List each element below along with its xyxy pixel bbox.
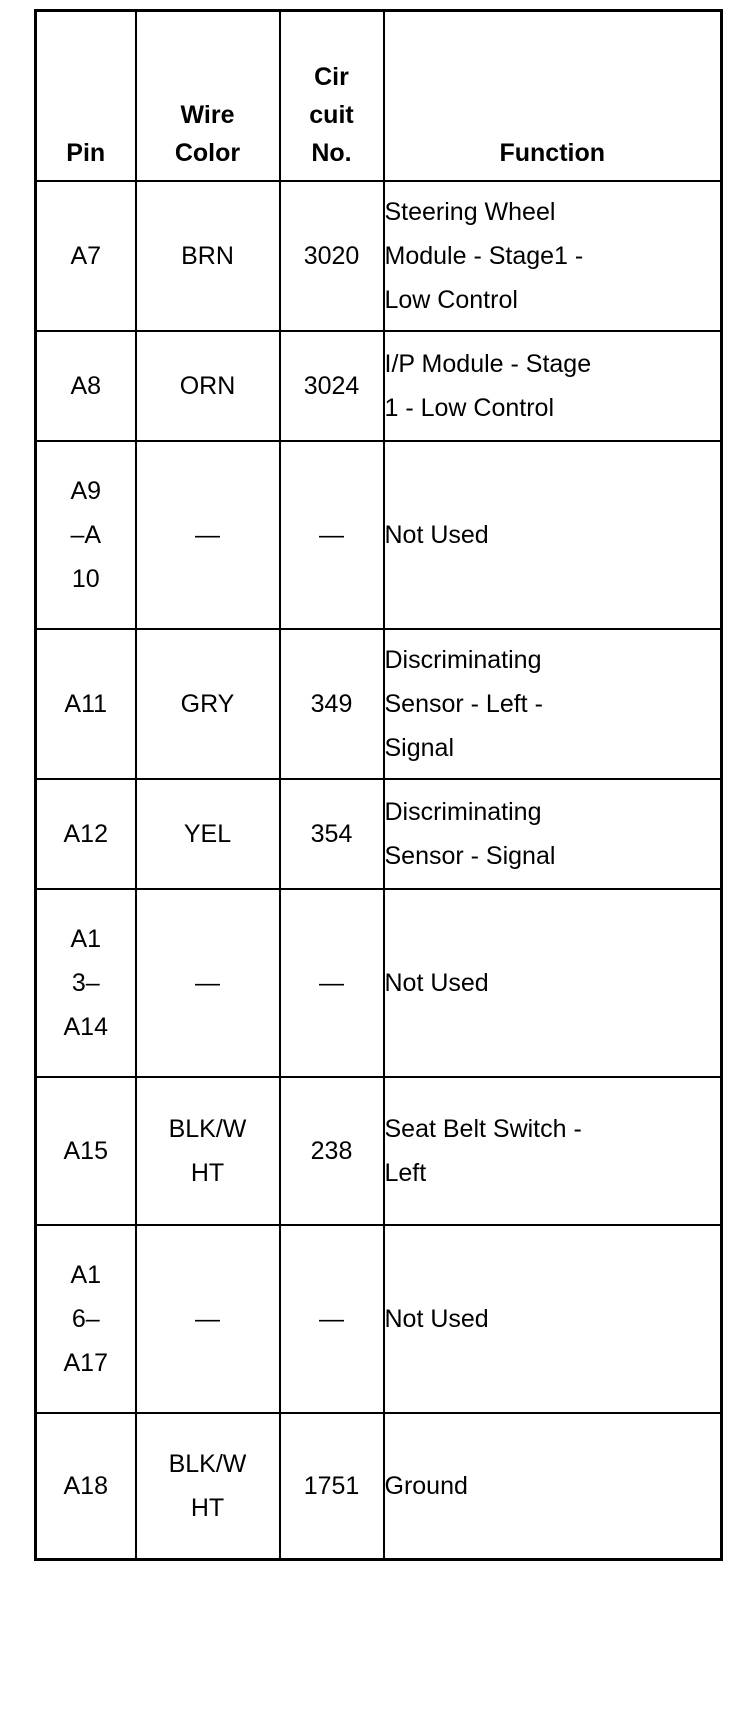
cell-function [384,779,722,889]
cell-wire-color [136,629,280,779]
cell-function [384,1225,722,1413]
cell-function-line: Low Control [384,285,518,314]
cell-circuit-no [280,441,384,629]
cell-function-line: Sensor - Left - [384,689,543,718]
cell-function-line: Module - Stage1 - [384,241,584,270]
cell-function-line: Not Used [384,968,489,997]
cell-wire-color-line: BRN [181,241,234,270]
cell-wire-color-line: BLK/W [168,1449,247,1478]
cell-wire-color-line: BLK/W [168,1114,247,1143]
cell-wire-color-line: GRY [180,689,235,718]
cell-function-line: Steering Wheel [384,197,556,226]
cell-pin [36,629,136,779]
cell-circuit-no [280,1225,384,1413]
cell-circuit-no-value: 238 [310,1136,353,1165]
cell-circuit-no-value: — [319,968,344,997]
cell-function-line: Discriminating [384,797,542,826]
header-wire-color-line: Wire [180,100,235,129]
cell-circuit-no [280,331,384,441]
cell-pin-line: A1 [70,924,102,953]
cell-function [384,441,722,629]
cell-pin-line: A8 [70,371,102,400]
cell-wire-color-line: ORN [179,371,236,400]
cell-circuit-no-value: 354 [310,819,353,848]
header-pin-line: Pin [66,138,106,167]
cell-circuit-no [280,1077,384,1225]
cell-function [384,181,722,331]
cell-circuit-no [280,889,384,1077]
cell-pin-line: 3– [71,968,100,997]
cell-function-line: Left [384,1158,427,1187]
cell-function-line: Signal [384,733,454,762]
table-row [36,889,722,1077]
cell-wire-color-line: — [195,1304,220,1333]
cell-circuit-no [280,779,384,889]
cell-function [384,1413,722,1560]
cell-pin-line: 6– [71,1304,100,1333]
cell-pin-line: A1 [70,1260,102,1289]
table-row [36,1413,722,1560]
cell-pin-line: A17 [63,1348,108,1377]
cell-function-line: Not Used [384,1304,489,1333]
cell-pin-line: A18 [63,1471,108,1500]
cell-function-line: Seat Belt Switch - [384,1114,582,1143]
cell-function-line: Discriminating [384,645,542,674]
table-row [36,181,722,331]
cell-function-line: I/P Module - Stage [384,349,592,378]
cell-pin [36,1225,136,1413]
cell-pin-line: A7 [70,241,102,270]
table-row [36,441,722,629]
cell-function [384,889,722,1077]
cell-function-line: Sensor - Signal [384,841,556,870]
table-header-row [36,11,722,181]
cell-function-line: Ground [384,1471,468,1500]
table-row [36,1225,722,1413]
cell-wire-color-line: — [195,968,220,997]
cell-pin [36,181,136,331]
cell-circuit-no-value: — [319,520,344,549]
cell-wire-color-line: YEL [183,819,232,848]
cell-pin-line: –A [70,520,102,549]
cell-wire-color [136,181,280,331]
cell-circuit-no-value: 3024 [303,371,360,400]
cell-pin [36,331,136,441]
cell-pin [36,441,136,629]
cell-circuit-no-value: 3020 [303,241,360,270]
header-function [384,11,722,181]
cell-wire-color [136,1413,280,1560]
cell-pin [36,1413,136,1560]
header-circuit-line: No. [311,138,352,167]
pinout-table [34,9,723,1561]
cell-circuit-no [280,629,384,779]
table-row [36,629,722,779]
cell-function [384,629,722,779]
header-circuit-line: Cir [314,62,349,91]
header-function-line: Function [499,138,606,167]
table-row [36,779,722,889]
cell-wire-color [136,1077,280,1225]
cell-wire-color-line: — [195,520,220,549]
cell-circuit-no-value: 1751 [303,1471,360,1500]
cell-pin-line: A14 [63,1012,108,1041]
cell-pin-line: A15 [63,1136,108,1165]
table-row [36,1077,722,1225]
cell-wire-color [136,779,280,889]
cell-circuit-no [280,181,384,331]
cell-wire-color [136,1225,280,1413]
cell-circuit-no-value: 349 [310,689,353,718]
cell-function [384,1077,722,1225]
cell-wire-color-line: HT [190,1158,225,1187]
cell-pin-line: A9 [70,476,102,505]
cell-circuit-no [280,1413,384,1560]
cell-pin-line: 10 [71,564,100,593]
cell-pin-line: A11 [64,689,108,718]
cell-wire-color [136,889,280,1077]
cell-pin [36,1077,136,1225]
cell-pin [36,889,136,1077]
cell-wire-color [136,331,280,441]
cell-circuit-no-value: — [319,1304,344,1333]
cell-wire-color [136,441,280,629]
header-pin [36,11,136,181]
cell-pin [36,779,136,889]
header-circuit-no [280,11,384,181]
cell-function-line: 1 - Low Control [384,393,555,422]
header-wire-color [136,11,280,181]
cell-pin-line: A12 [63,819,108,848]
header-wire-color-line: Color [174,138,241,167]
cell-wire-color-line: HT [190,1493,225,1522]
header-circuit-line: cuit [309,100,354,129]
table-row [36,331,722,441]
cell-function [384,331,722,441]
cell-function-line: Not Used [384,520,489,549]
